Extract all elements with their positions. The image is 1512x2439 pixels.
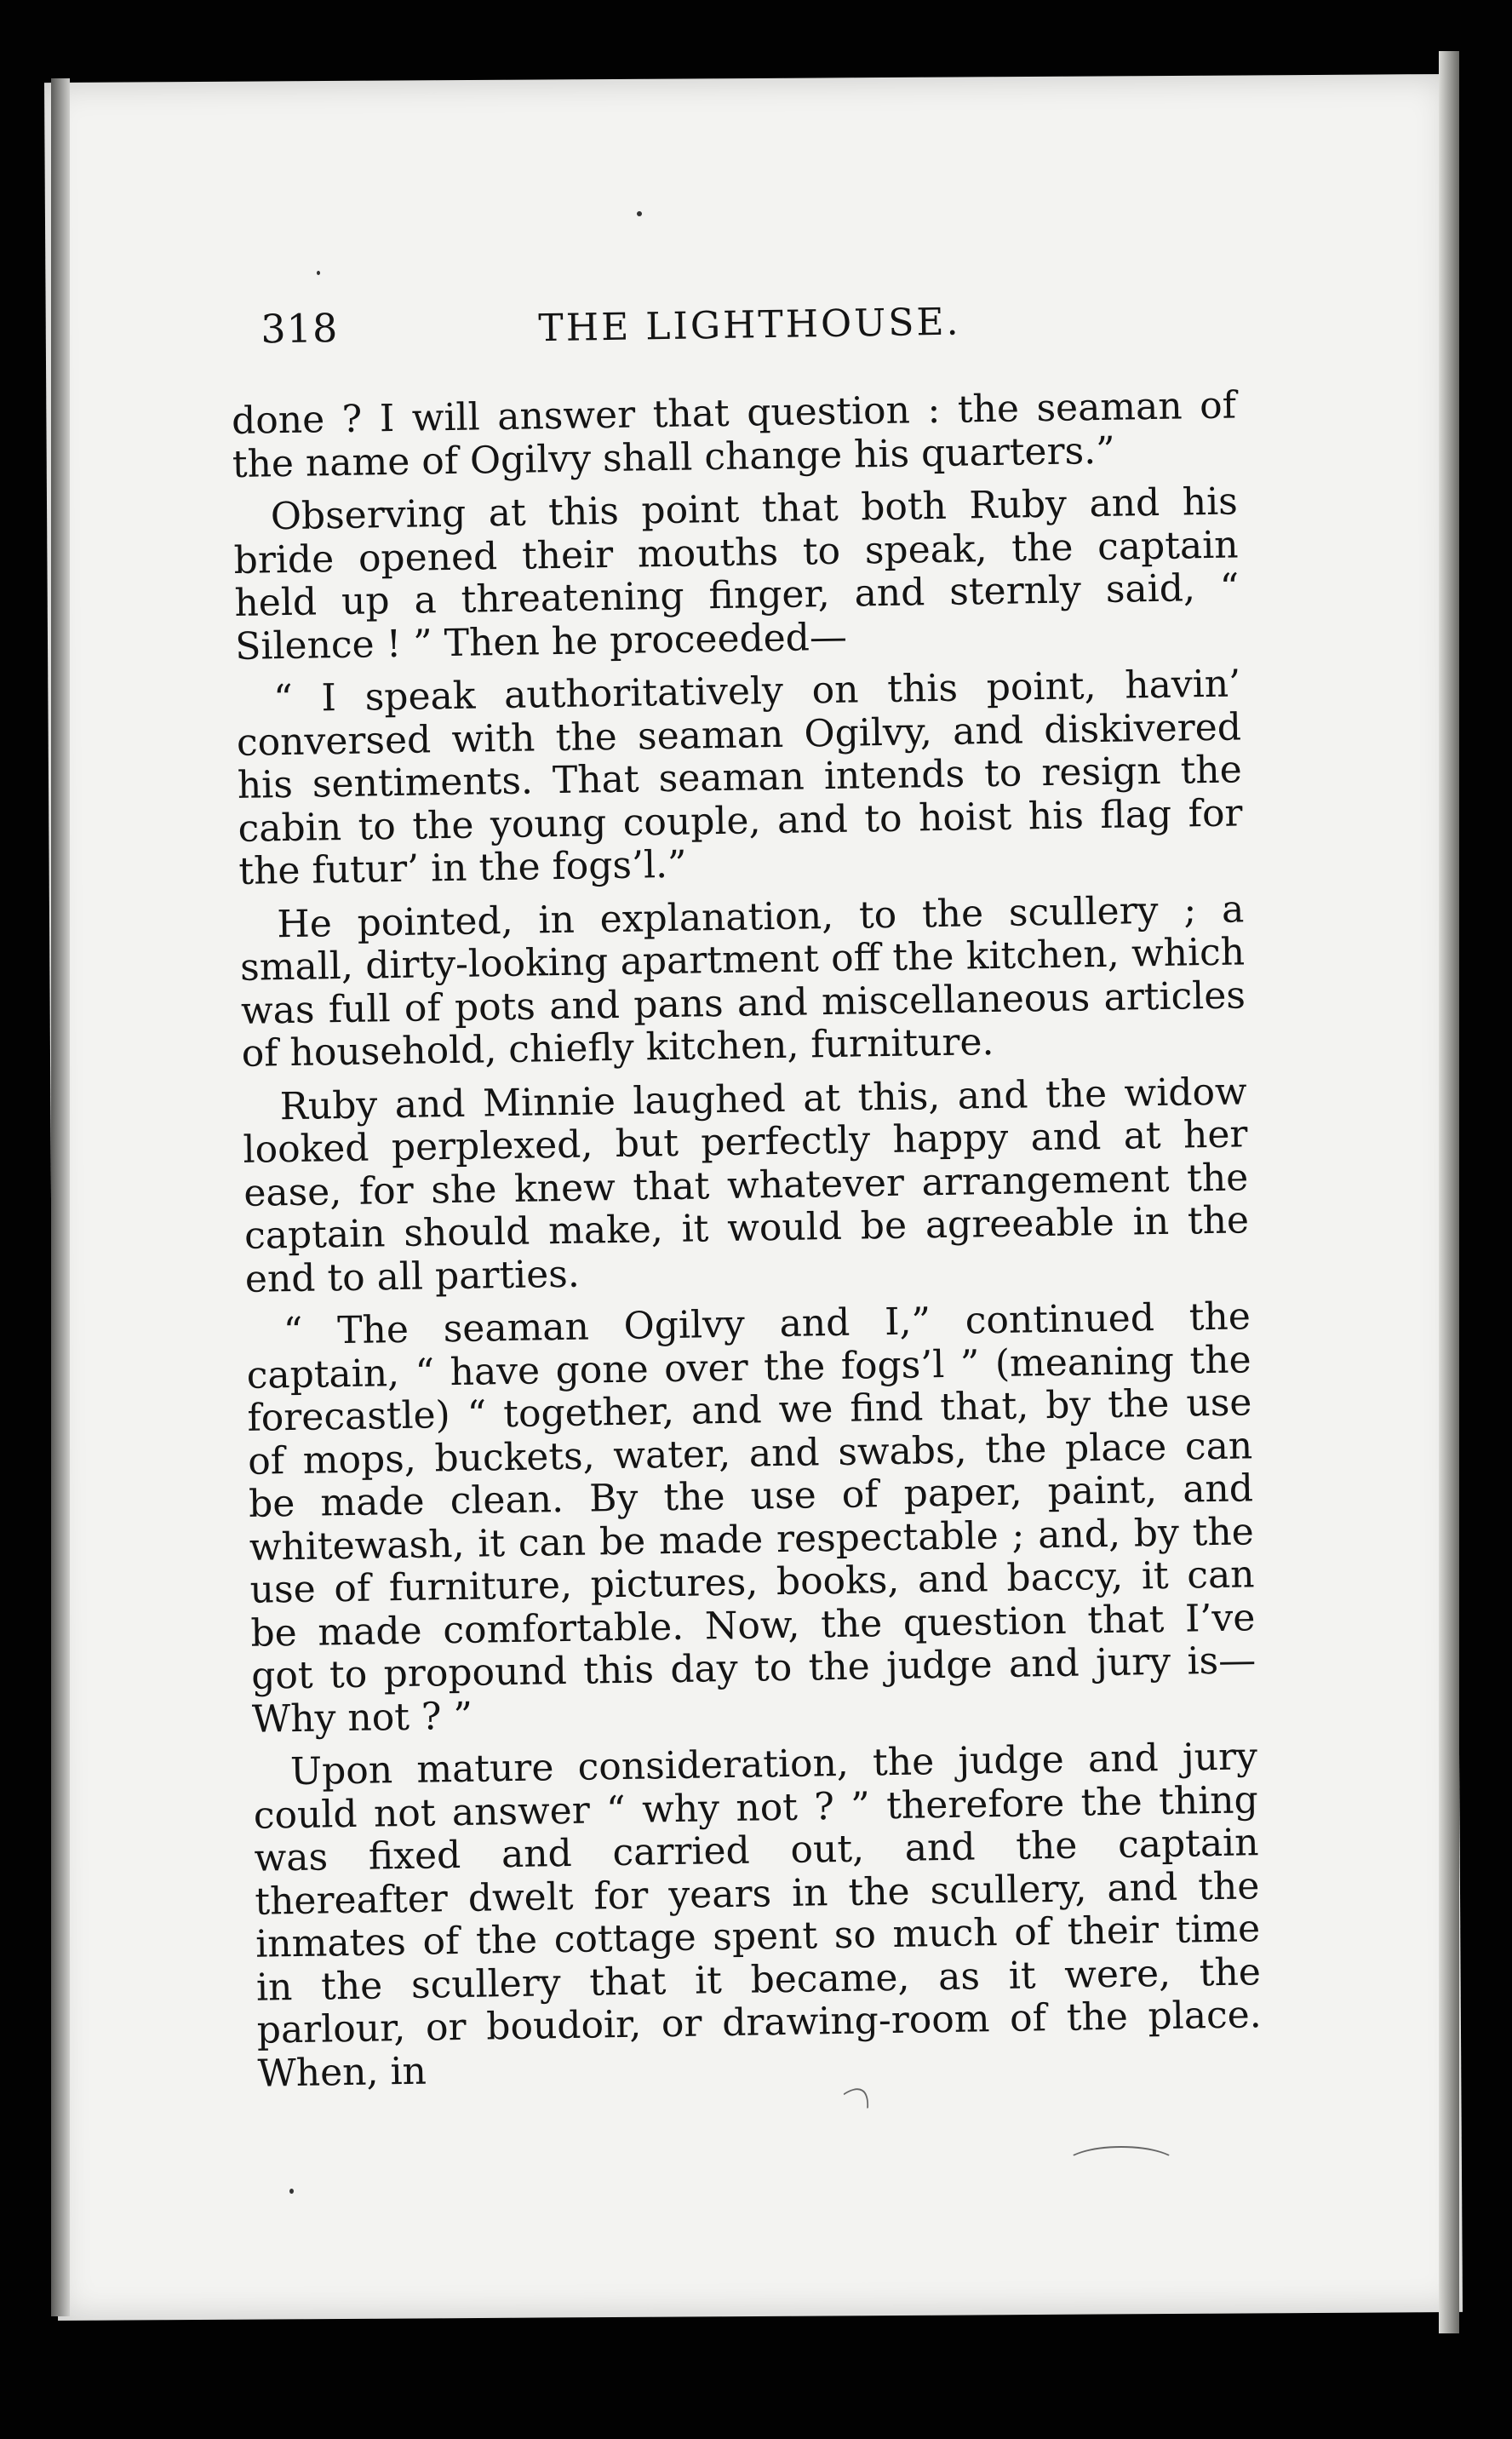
page-gutter-shadow [51,78,70,2316]
pencil-mark [1064,2146,1178,2184]
page-content [230,290,1263,2105]
paragraph: Ruby and Minnie laughed at this, and the widow looked perplexed, but perfectly happy and at her ease, for she knew that whatever arrangement the captain should make, it would be agreeable in the end to all parties. [243,1069,1250,1301]
running-title: THE LIGHTHOUSE. [538,300,961,351]
page-number: 318 [260,305,339,353]
paragraph: Observing at this point that both Ruby and his bride opened their mouths to speak, the captain held up a threatening finger, and sternly said, “ Silence ! ” Then he proceeded— [233,479,1240,669]
ink-speck [317,271,320,275]
ink-speck [289,2189,294,2194]
paragraph: “ The seaman Ogilvy and I,” continued the captain, “ have gone over the fogs’l ” (meaning the forecastle) “ together, and we find that, by the use of mops, buckets, water, and swabs, the place can be made clean. By the use of paper, paint, and whitewash, it can be made respectable ; and, by the use of furniture, pictures, books, and baccy, it can be made comfortable. Now, the question that I’ve got to propound this day to the judge and jury is—Why not ? ” [246,1294,1257,1742]
paragraph: “ I speak authoritatively on this point, havin’ conversed with the seaman Ogilvy, and diskivered his sentiments. That seaman intends to resign the cabin to the young couple, and to hoist his flag for the futur’ in the fogs’l.” [236,662,1243,893]
paragraph: Upon mature consideration, the judge and jury could not answer “ why not ? ” therefore the thing was fixed and carried out, and the captain thereafter dwelt for years in the scullery, and the inmates of the cottage spent so much of their time in the scullery that it became, as it were, the parlour, or boudoir, or drawing-room of the place. When, in [253,1735,1263,2096]
body-text [232,384,1263,2095]
paragraph: done ? I will answer that question : the seaman of the name of Ogilvy shall change his quarters.” [231,383,1237,486]
paragraph: He pointed, in explanation, to the scullery ; a small, dirty-looking apartment off the kitchen, which was full of pots and pans and miscellaneous articles of household, chiefly kitchen, furniture. [239,887,1246,1076]
ink-speck [637,211,642,216]
page-edge [1439,51,1459,2333]
